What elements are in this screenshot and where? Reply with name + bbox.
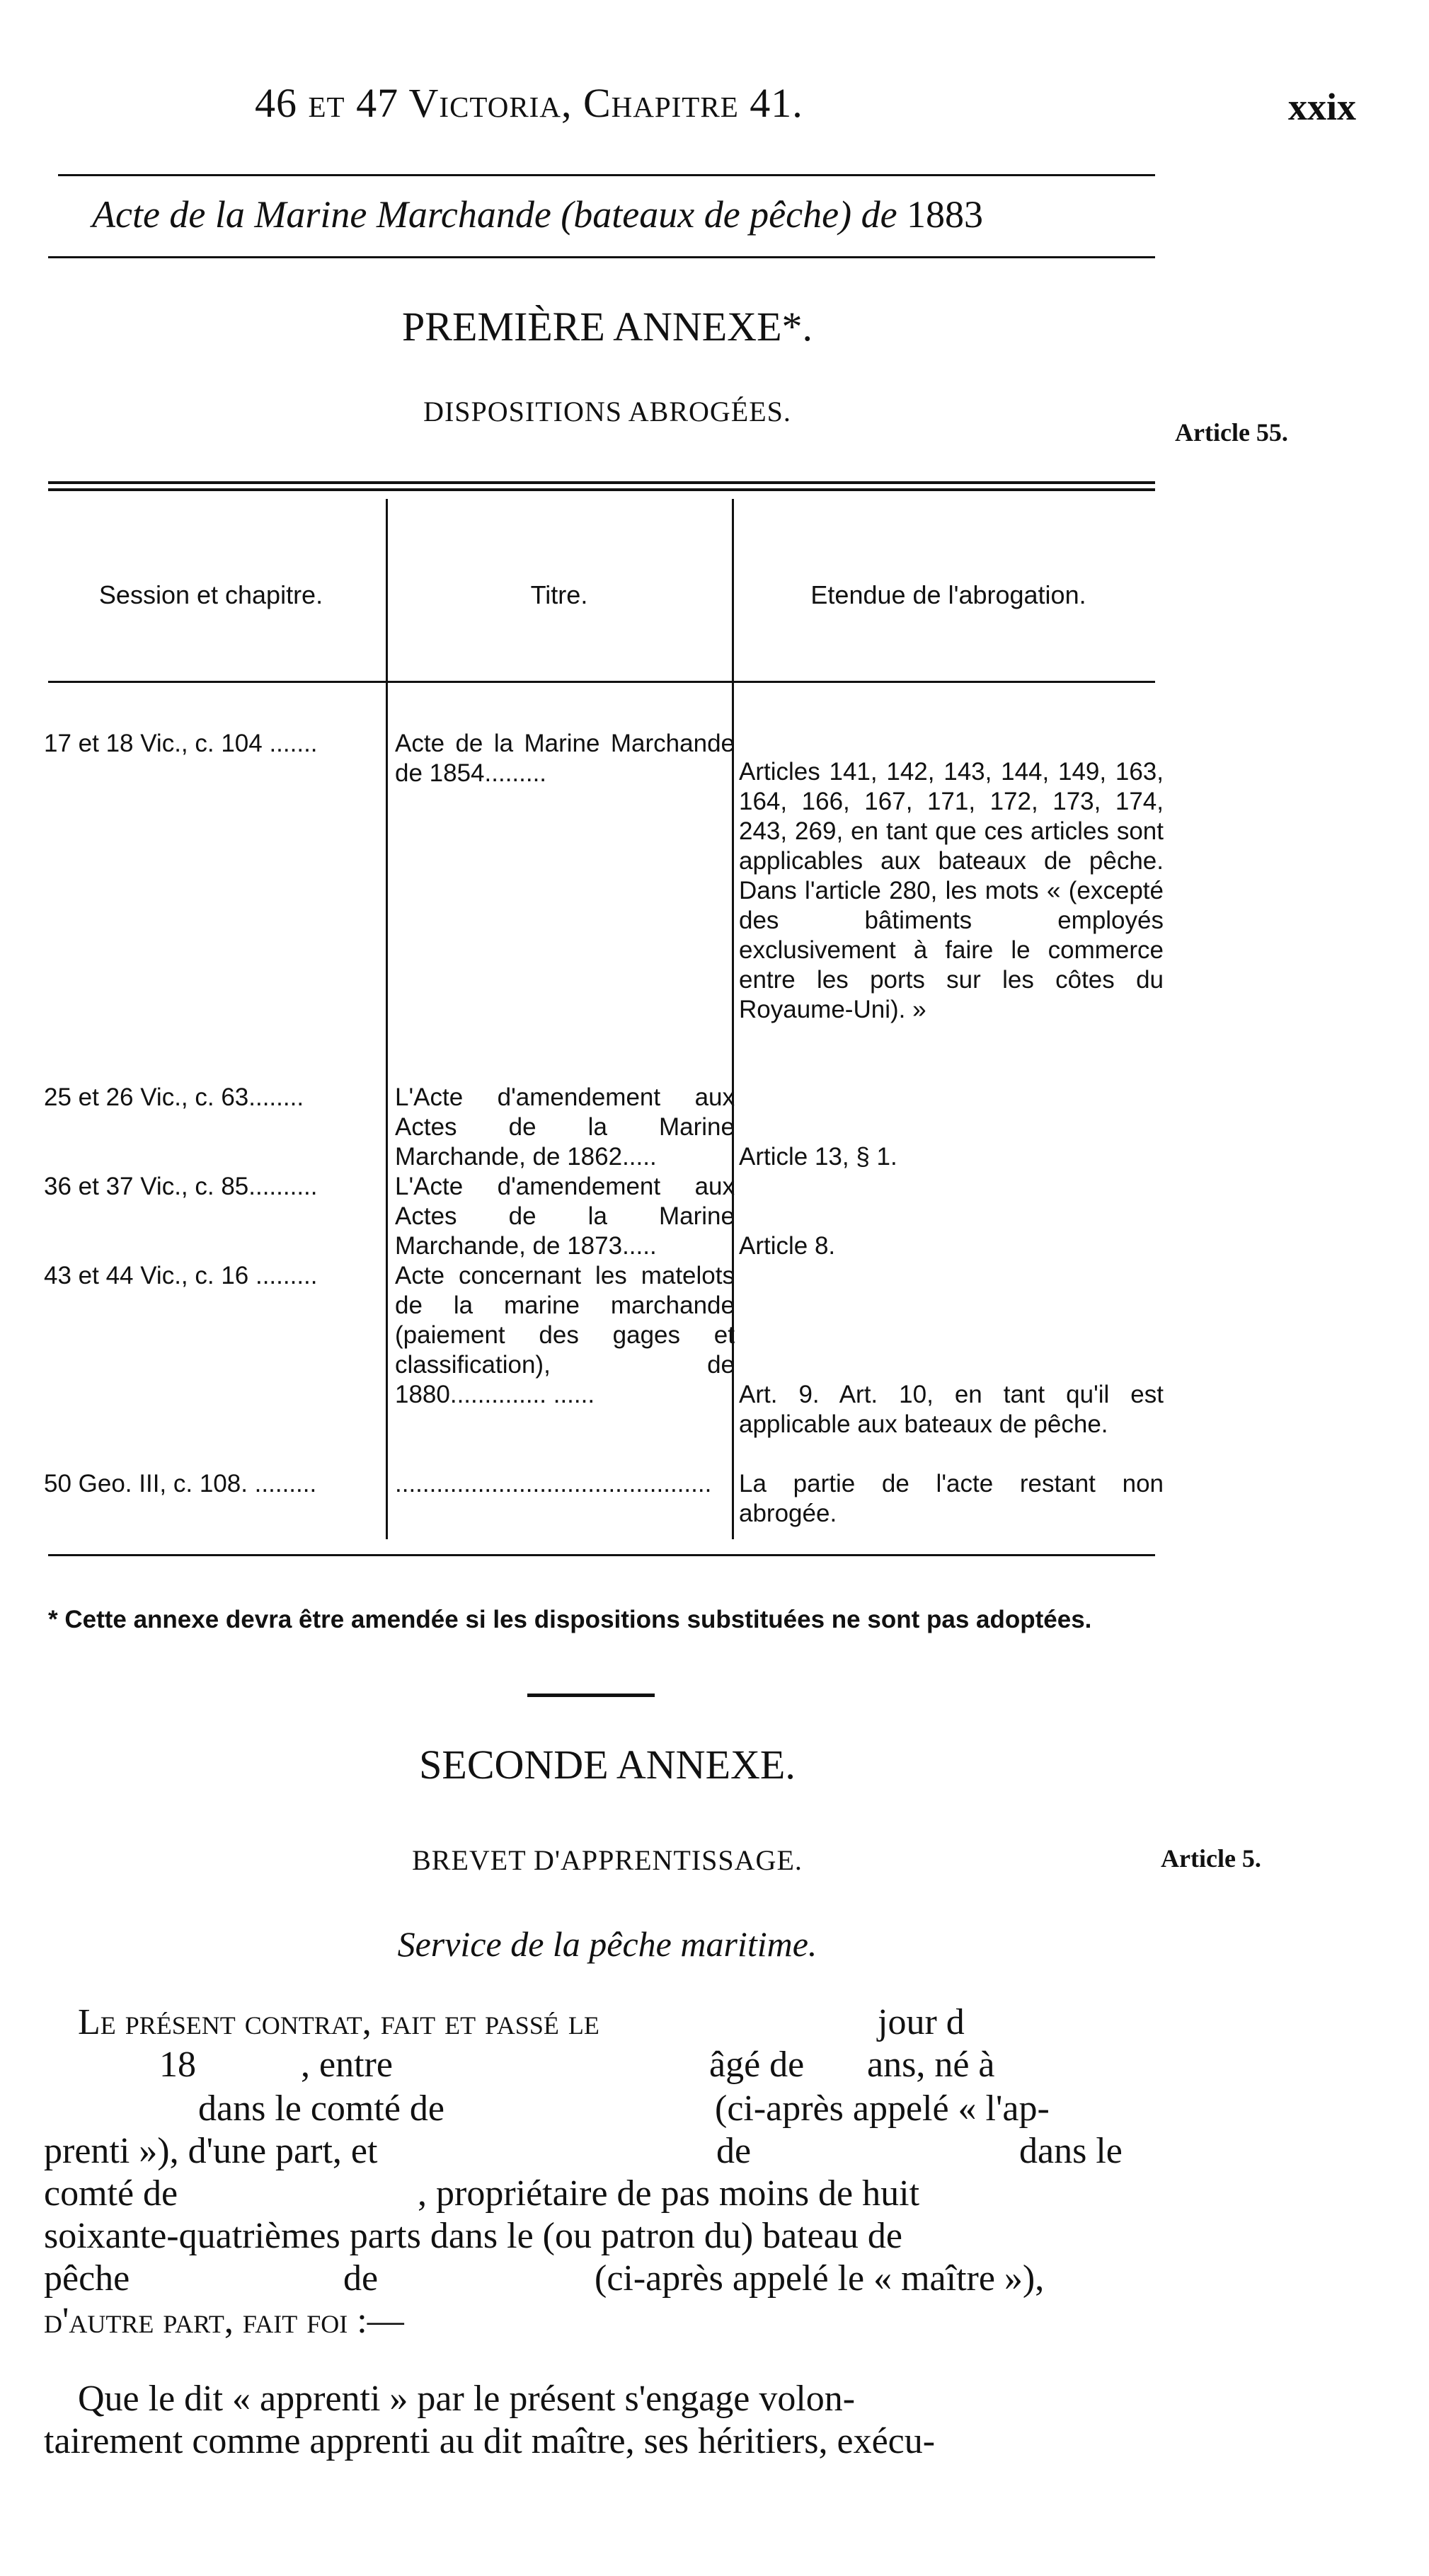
contract-line: soixante-quatrièmes parts dans le (ou patron du) bateau de (44, 2216, 902, 2256)
header-rule-top (58, 174, 1155, 176)
contract-line: pêche (44, 2258, 130, 2299)
contract-line: Le présent contrat, fait et passé le (78, 2002, 599, 2042)
table-cell-session: 43 et 44 Vic., c. 16 ......... (44, 1262, 318, 1289)
act-title-year: 1883 (907, 193, 984, 236)
contract-line: de (343, 2258, 379, 2299)
contract-line: âgé de (709, 2045, 805, 2085)
contract-line: 18 (159, 2045, 196, 2085)
contract-line: de (716, 2131, 752, 2171)
contract-line: d'autre part, fait foi :— (44, 2301, 404, 2341)
table-cell-extent: Articles 141, 142, 143, 144, 149, 163, 164, 166, 167, 171, 172, 173, 174, 243, 269, en tant que ces articles sont applicables aux bateaux de pêche. Dans l'article 280, les mots « (excepté des bâtiments employés exclusivement à faire le commerce entre les ports sur les côtes du Royaume-Uni). » (739, 758, 1164, 1023)
annex2-service-heading: Service de la pêche maritime. (397, 1924, 817, 1964)
table-header-extent: Etendue de l'abrogation. (810, 580, 1086, 609)
table-cell-session: 50 Geo. III, c. 108. ......... (44, 1470, 317, 1497)
table-cell-title: L'Acte d'amendement aux Actes de la Marine Marchande, de 1862..... (395, 1083, 735, 1171)
contract-line: prenti »), d'une part, et (44, 2131, 378, 2171)
table-cell-session: 17 et 18 Vic., c. 104 ....... (44, 730, 318, 757)
contract-line: (ci-après appelé « l'ap- (715, 2088, 1050, 2129)
contract-line: tairement comme apprenti au dit maître, ses héritiers, exécu- (44, 2421, 936, 2461)
table-cell-extent: Article 13, § 1. (739, 1143, 897, 1171)
table-header-rule (48, 681, 1155, 683)
annex1-subtitle: DISPOSITIONS ABROGÉES. (423, 396, 791, 427)
contract-line: ans, né à (867, 2045, 995, 2085)
table-rule-bottom (48, 1554, 1155, 1556)
header-rule-bottom (48, 256, 1155, 258)
contract-line: dans le comté de (198, 2088, 444, 2129)
contract-line: , propriétaire de pas moins de huit (418, 2173, 920, 2214)
table-cell-extent: Art. 9. Art. 10, en tant qu'il est applicable aux bateaux de pêche. (739, 1381, 1164, 1438)
contract-line: jour d (878, 2002, 965, 2042)
annex2-title: SECONDE ANNEXE. (419, 1742, 796, 1788)
contract-line: comté de (44, 2173, 178, 2214)
table-cell-session: 25 et 26 Vic., c. 63........ (44, 1083, 304, 1111)
act-title-text: Acte de la Marine Marchande (bateaux de pêche) de (92, 193, 897, 236)
contract-line: Que le dit « apprenti » par le présent s'engage volon- (78, 2379, 856, 2419)
contract-line: (ci-après appelé le « maître »), (595, 2258, 1045, 2299)
running-head: 46 et 47 Victoria, Chapitre 41. (255, 80, 803, 126)
table-cell-title: L'Acte d'amendement aux Actes de la Marine Marchande, de 1873..... (395, 1173, 735, 1260)
act-title (92, 192, 983, 236)
annex1-footnote: * Cette annexe devra être amendée si les dispositions substituées ne sont pas adoptées. (48, 1606, 1092, 1633)
contract-line: dans le (1019, 2131, 1123, 2171)
contract-line: , entre (301, 2045, 393, 2085)
annex2-margin-note: Article 5. (1161, 1844, 1261, 1873)
table-header-title: Titre. (530, 580, 588, 609)
table-cell-title: Acte concernant les matelots de la marine marchande (paiement des gages et classification), de 1880.............. ...... (395, 1262, 735, 1408)
table-cell-extent: Article 8. (739, 1232, 836, 1260)
table-header-session: Session et chapitre. (98, 580, 323, 609)
table-cell-title: .............................................. (395, 1470, 712, 1497)
table-cell-session: 36 et 37 Vic., c. 85.......... (44, 1173, 318, 1200)
table-col-divider-1 (386, 499, 388, 1539)
table-rule-top-2 (48, 488, 1155, 491)
table-cell-extent: La partie de l'acte restant non abrogée. (739, 1470, 1164, 1527)
annex1-margin-note: Article 55. (1175, 418, 1288, 447)
table-rule-top (48, 481, 1155, 484)
annex1-title: PREMIÈRE ANNEXE*. (402, 304, 813, 350)
section-divider (527, 1694, 655, 1697)
page-number: xxix (1288, 86, 1357, 128)
annex2-subtitle: BREVET D'APPRENTISSAGE. (412, 1844, 803, 1876)
table-cell-title: Acte de la Marine Marchande de 1854......... (395, 730, 735, 787)
